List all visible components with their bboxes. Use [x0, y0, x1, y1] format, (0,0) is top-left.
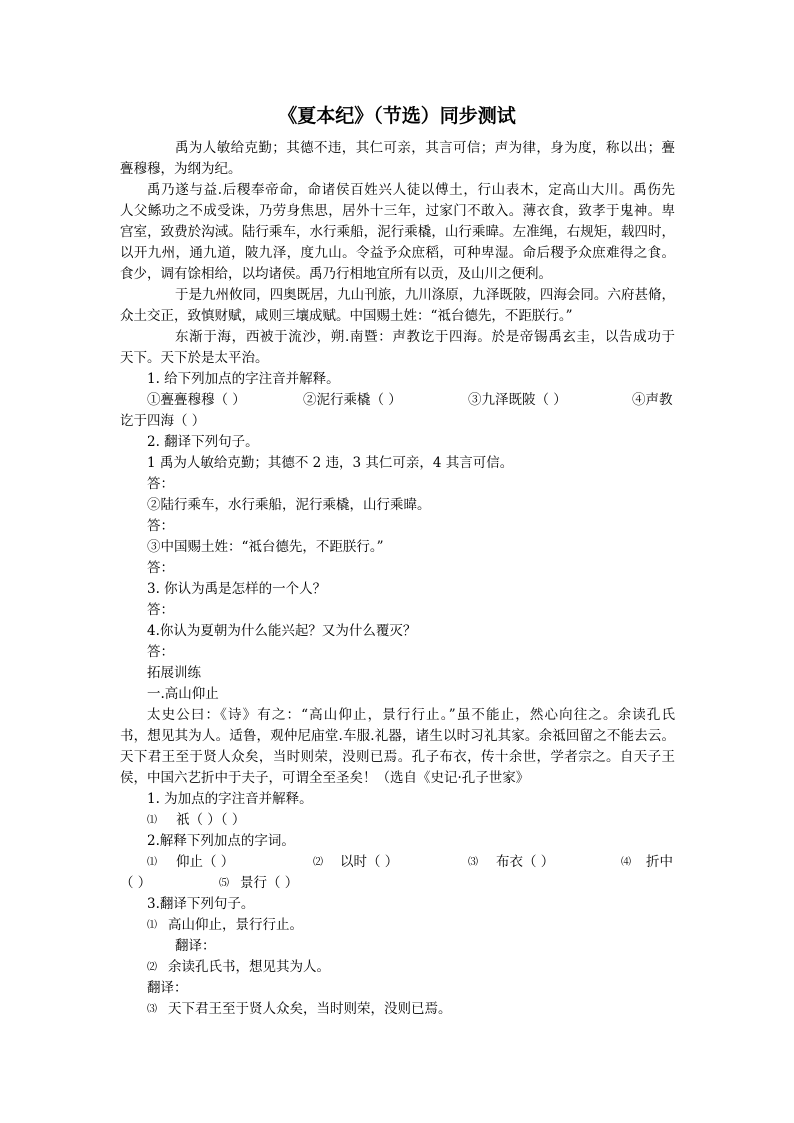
- item-marker: ⑶: [468, 857, 478, 868]
- answer-label: 答：: [147, 476, 174, 492]
- ext-question-2-item: 布衣（ ）: [496, 854, 555, 870]
- ext-question-3-sentence: 余读孔氏书，想见其为人。: [168, 959, 330, 975]
- passage-line: 食少，调有馀相给，以均诸侯。禹乃行相地宜所有以贡，及山川之便利。: [120, 266, 552, 282]
- translation-label: 翻译：: [175, 938, 216, 954]
- question-2-prompt: 2. 翻译下列句子。: [147, 434, 259, 450]
- ext-question-2-prompt: 2.解释下列加点的字词。: [147, 833, 295, 849]
- question-2-sentence: ③中国赐土姓：“祗台德先，不距朕行。”: [147, 539, 384, 555]
- passage-line: 禹为人敏给克勤；其德不违，其仁可亲，其言可信；声为律，身为度，称以出；亹: [175, 140, 675, 156]
- item-marker: ⑴: [147, 857, 157, 868]
- ext-question-3-sentence: 天下君王至于贤人众矣，当时则荣，没则已焉。: [168, 1001, 452, 1017]
- question-1-option: ③九泽既陂（ ）: [468, 392, 567, 408]
- ext-question-2-item: 折中: [646, 854, 673, 870]
- passage-line: 亹穆穆，为纲为纪。: [120, 161, 242, 177]
- item-marker: ⑵: [313, 857, 323, 868]
- ext-question-3-sentence: 高山仰止，景行行止。: [168, 917, 303, 933]
- passage-line: 以开九州，通九道，陂九泽，度九山。令益予众庶稻，可种卑湿。命后稷予众庶难得之食。: [120, 245, 675, 261]
- passage-line: 东渐于海，西被于流沙，朔.南暨：声教讫于四海。於是帝锡禹玄圭，以告成功于: [175, 329, 675, 345]
- passage-line: 于是九州攸同，四奥既居，九山刊旅，九川涤原，九泽既陂，四海会同。六府甚脩，: [175, 287, 675, 303]
- passage-line: 禹乃遂与益.后稷奉帝命，命诸侯百姓兴人徒以傅土，行山表木，定高山大川。禹伤先: [147, 182, 675, 198]
- passage-line: 太史公曰：《诗》有之：“高山仰止，景行行止。”虽不能止，然心向往之。余读孔氏: [147, 707, 675, 723]
- ext-question-2-item-continuation: （ ）: [120, 875, 152, 891]
- answer-label: 答：: [147, 644, 174, 660]
- section-heading: 拓展训练: [147, 665, 201, 681]
- item-marker: ⑴: [147, 815, 157, 826]
- question-1-option-continuation: 讫于四海（ ）: [120, 413, 206, 429]
- question-2-sentence: 1 禹为人敏给克勤；其德不 2 违，3 其仁可亲，4 其言可信。: [147, 455, 514, 471]
- passage-line: 众土交正，致慎财赋，咸则三壤成赋。中国赐土姓：“祗台德先，不距朕行。”: [120, 308, 573, 324]
- ext-question-2-item: 仰止（ ）: [176, 854, 235, 870]
- question-1-option: ①亹亹穆穆（ ）: [147, 392, 246, 408]
- question-3-prompt: 3. 你认为禹是怎样的一个人？: [147, 581, 327, 597]
- answer-label: 答：: [147, 518, 174, 534]
- question-1-prompt: 1. 给下列加点的字注音并解释。: [147, 371, 340, 387]
- passage-line: 侯，中国六艺折中于夫子，可谓全至圣矣！（选自《史记·孔子世家》: [120, 770, 530, 786]
- item-marker: ⑵: [147, 962, 157, 973]
- ext-question-1-item: 祇（ ）（ ）: [176, 812, 246, 828]
- section-subheading: 一.高山仰止: [147, 686, 219, 702]
- passage-line: 天下君王至于贤人众矣，当时则荣，没则已焉。孔子布衣，传十余世，学者宗之。自天子王: [120, 749, 675, 765]
- translation-label: 翻译：: [147, 980, 188, 996]
- question-1-option: ②泥行乘橇（ ）: [303, 392, 402, 408]
- item-marker: ⑴: [147, 920, 157, 931]
- passage-line: 天下。天下於是太平治。: [120, 350, 269, 366]
- answer-label: 答：: [147, 602, 174, 618]
- ext-question-2-item: 景行（ ）: [240, 875, 299, 891]
- answer-label: 答：: [147, 560, 174, 576]
- item-marker: ⑸: [219, 878, 229, 889]
- passage-line: 书，想见其为人。适鲁，观仲尼庙堂.车服.礼器，诸生以时习礼其家。余祗回留之不能去云。: [120, 728, 675, 744]
- question-1-option: ④声教: [632, 392, 673, 408]
- ext-question-1-prompt: 1. 为加点的字注音并解释。: [147, 791, 313, 807]
- page-title: 《夏本纪》（节选）同步测试: [278, 105, 516, 127]
- ext-question-3-prompt: 3.翻译下列句子。: [147, 896, 255, 912]
- question-4-prompt: 4.你认为夏朝为什么能兴起？又为什么覆灭？: [147, 623, 417, 639]
- ext-question-2-item: 以时（ ）: [340, 854, 399, 870]
- item-marker: ⑶: [147, 1004, 157, 1015]
- passage-line: 人父鲧功之不成受诛，乃劳身焦思，居外十三年，过家门不敢入。薄衣食，致孝于鬼神。卑: [120, 203, 675, 219]
- passage-line: 宫室，致费於沟淢。陆行乘车，水行乘船，泥行乘橇，山行乘暐。左准绳，右规矩，载四时，: [120, 224, 675, 240]
- question-2-sentence: ②陆行乘车，水行乘船，泥行乘橇，山行乘暐。: [147, 497, 431, 513]
- item-marker: ⑷: [621, 857, 631, 868]
